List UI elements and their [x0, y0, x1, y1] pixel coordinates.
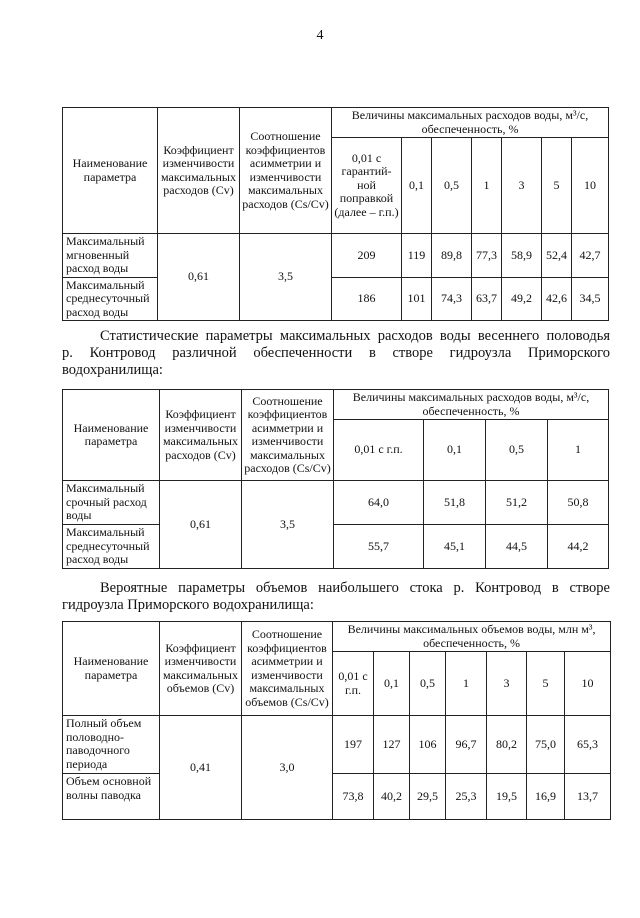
cell: 209 — [332, 234, 402, 278]
cell: 34,5 — [572, 277, 609, 321]
header-cv: Коэффициент изменчивости максимальных расходов (Cv) — [160, 390, 242, 481]
cell: 52,4 — [542, 234, 572, 278]
row-name: Максимальный срочный расход воды — [63, 481, 160, 525]
table-max-discharge-spring — [62, 389, 609, 569]
cv-value: 0,41 — [160, 716, 242, 820]
cell: 74,3 — [432, 277, 472, 321]
cv-value: 0,61 — [158, 234, 240, 321]
cell: 42,7 — [572, 234, 609, 278]
row-name: Максимальный мгновенный расход воды — [63, 234, 158, 278]
header-p: 0,5 — [410, 652, 446, 716]
cell: 186 — [332, 277, 402, 321]
cell: 77,3 — [472, 234, 502, 278]
ratio-value: 3,0 — [242, 716, 333, 820]
header-p: 5 — [542, 138, 572, 234]
para-line: Статистические параметры максимальных расходов воды весеннего половодья — [100, 328, 610, 344]
table-row — [63, 774, 611, 820]
header-p: 1 — [548, 420, 609, 481]
cell: 44,5 — [486, 525, 548, 569]
header-p: 10 — [565, 652, 611, 716]
header-p: 3 — [502, 138, 542, 234]
cv-value: 0,61 — [160, 481, 242, 569]
header-name: Наименование параметра — [63, 622, 160, 716]
paragraph-runoff-volume — [62, 580, 610, 614]
cell: 106 — [410, 716, 446, 774]
cell: 75,0 — [527, 716, 565, 774]
cell: 49,2 — [502, 277, 542, 321]
cell: 19,5 — [487, 774, 527, 820]
table-row — [63, 525, 609, 569]
cell: 119 — [402, 234, 432, 278]
header-p-first: 0,01 с гарантий-ной поправкой (далее – г.п.) — [332, 138, 402, 234]
cell: 51,8 — [424, 481, 486, 525]
cell: 101 — [402, 277, 432, 321]
header-p: 0,1 — [424, 420, 486, 481]
cell: 65,3 — [565, 716, 611, 774]
cell: 25,3 — [446, 774, 487, 820]
table-row — [63, 277, 609, 321]
cell: 64,0 — [334, 481, 424, 525]
cell: 89,8 — [432, 234, 472, 278]
header-p: 0,5 — [486, 420, 548, 481]
cell: 73,8 — [333, 774, 374, 820]
header-p: 1 — [472, 138, 502, 234]
table-row — [63, 234, 609, 278]
table-row — [63, 481, 609, 525]
cell: 127 — [374, 716, 410, 774]
ratio-value: 3,5 — [240, 234, 332, 321]
row-name: Максимальный среднесуточный расход воды — [63, 277, 158, 321]
header-p: 3 — [487, 652, 527, 716]
header-p: 1 — [446, 652, 487, 716]
header-p: 0,5 — [432, 138, 472, 234]
cell: 42,6 — [542, 277, 572, 321]
ratio-value: 3,5 — [242, 481, 334, 569]
para-line: водохранилища: — [62, 362, 163, 378]
header-ratio: Соотношение коэффициентов асимметрии и изменчивости максимальных объемов (Cs/Cv) — [242, 622, 333, 716]
cell: 44,2 — [548, 525, 609, 569]
header-name: Наименование параметра — [63, 108, 158, 234]
header-p: 0,1 — [374, 652, 410, 716]
para-line: р. Контровод различной обеспеченности в створе гидроузла Приморского — [62, 345, 610, 361]
header-p-first: 0,01 с г.п. — [333, 652, 374, 716]
row-name: Полный объем половодно-паводочного периода — [63, 716, 160, 774]
cell: 55,7 — [334, 525, 424, 569]
header-ratio: Соотношение коэффициентов асимметрии и изменчивости максимальных расходов (Cs/Cv) — [240, 108, 332, 234]
cell: 63,7 — [472, 277, 502, 321]
header-group: Величины максимальных расходов воды, м³/с, обеспеченность, % — [334, 390, 609, 420]
table-max-volume — [62, 621, 611, 820]
header-p: 10 — [572, 138, 609, 234]
cell: 50,8 — [548, 481, 609, 525]
cell: 51,2 — [486, 481, 548, 525]
row-name: Максимальный среднесуточный расход воды — [63, 525, 160, 569]
cell: 45,1 — [424, 525, 486, 569]
cell: 16,9 — [527, 774, 565, 820]
page-number: 4 — [316, 28, 324, 43]
header-p: 0,1 — [402, 138, 432, 234]
para-line: Вероятные параметры объемов наибольшего стока р. Контровод в створе — [100, 580, 610, 596]
cell: 58,9 — [502, 234, 542, 278]
header-name: Наименование параметра — [63, 390, 160, 481]
header-cv: Коэффициент изменчивости максимальных расходов (Cv) — [158, 108, 240, 234]
table-row — [63, 716, 611, 774]
header-cv: Коэффициент изменчивости максимальных объемов (Cv) — [160, 622, 242, 716]
cell: 80,2 — [487, 716, 527, 774]
cell: 13,7 — [565, 774, 611, 820]
header-p: 5 — [527, 652, 565, 716]
header-group: Величины максимальных расходов воды, м³/с, обеспеченность, % — [332, 108, 609, 138]
header-p: 0,01 с г.п. — [334, 420, 424, 481]
paragraph-spring-flood — [62, 328, 610, 379]
cell: 40,2 — [374, 774, 410, 820]
header-ratio: Соотношение коэффициентов асимметрии и изменчивости максимальных расходов (Cs/Cv) — [242, 390, 334, 481]
cell: 96,7 — [446, 716, 487, 774]
para-line: гидроузла Приморского водохранилища: — [62, 597, 314, 613]
cell: 197 — [333, 716, 374, 774]
cell: 29,5 — [410, 774, 446, 820]
row-name: Объем основной волны паводка — [63, 774, 160, 820]
table-max-discharge-general — [62, 107, 609, 321]
header-group: Величины максимальных объемов воды, млн м³, обеспеченность, % — [333, 622, 611, 652]
